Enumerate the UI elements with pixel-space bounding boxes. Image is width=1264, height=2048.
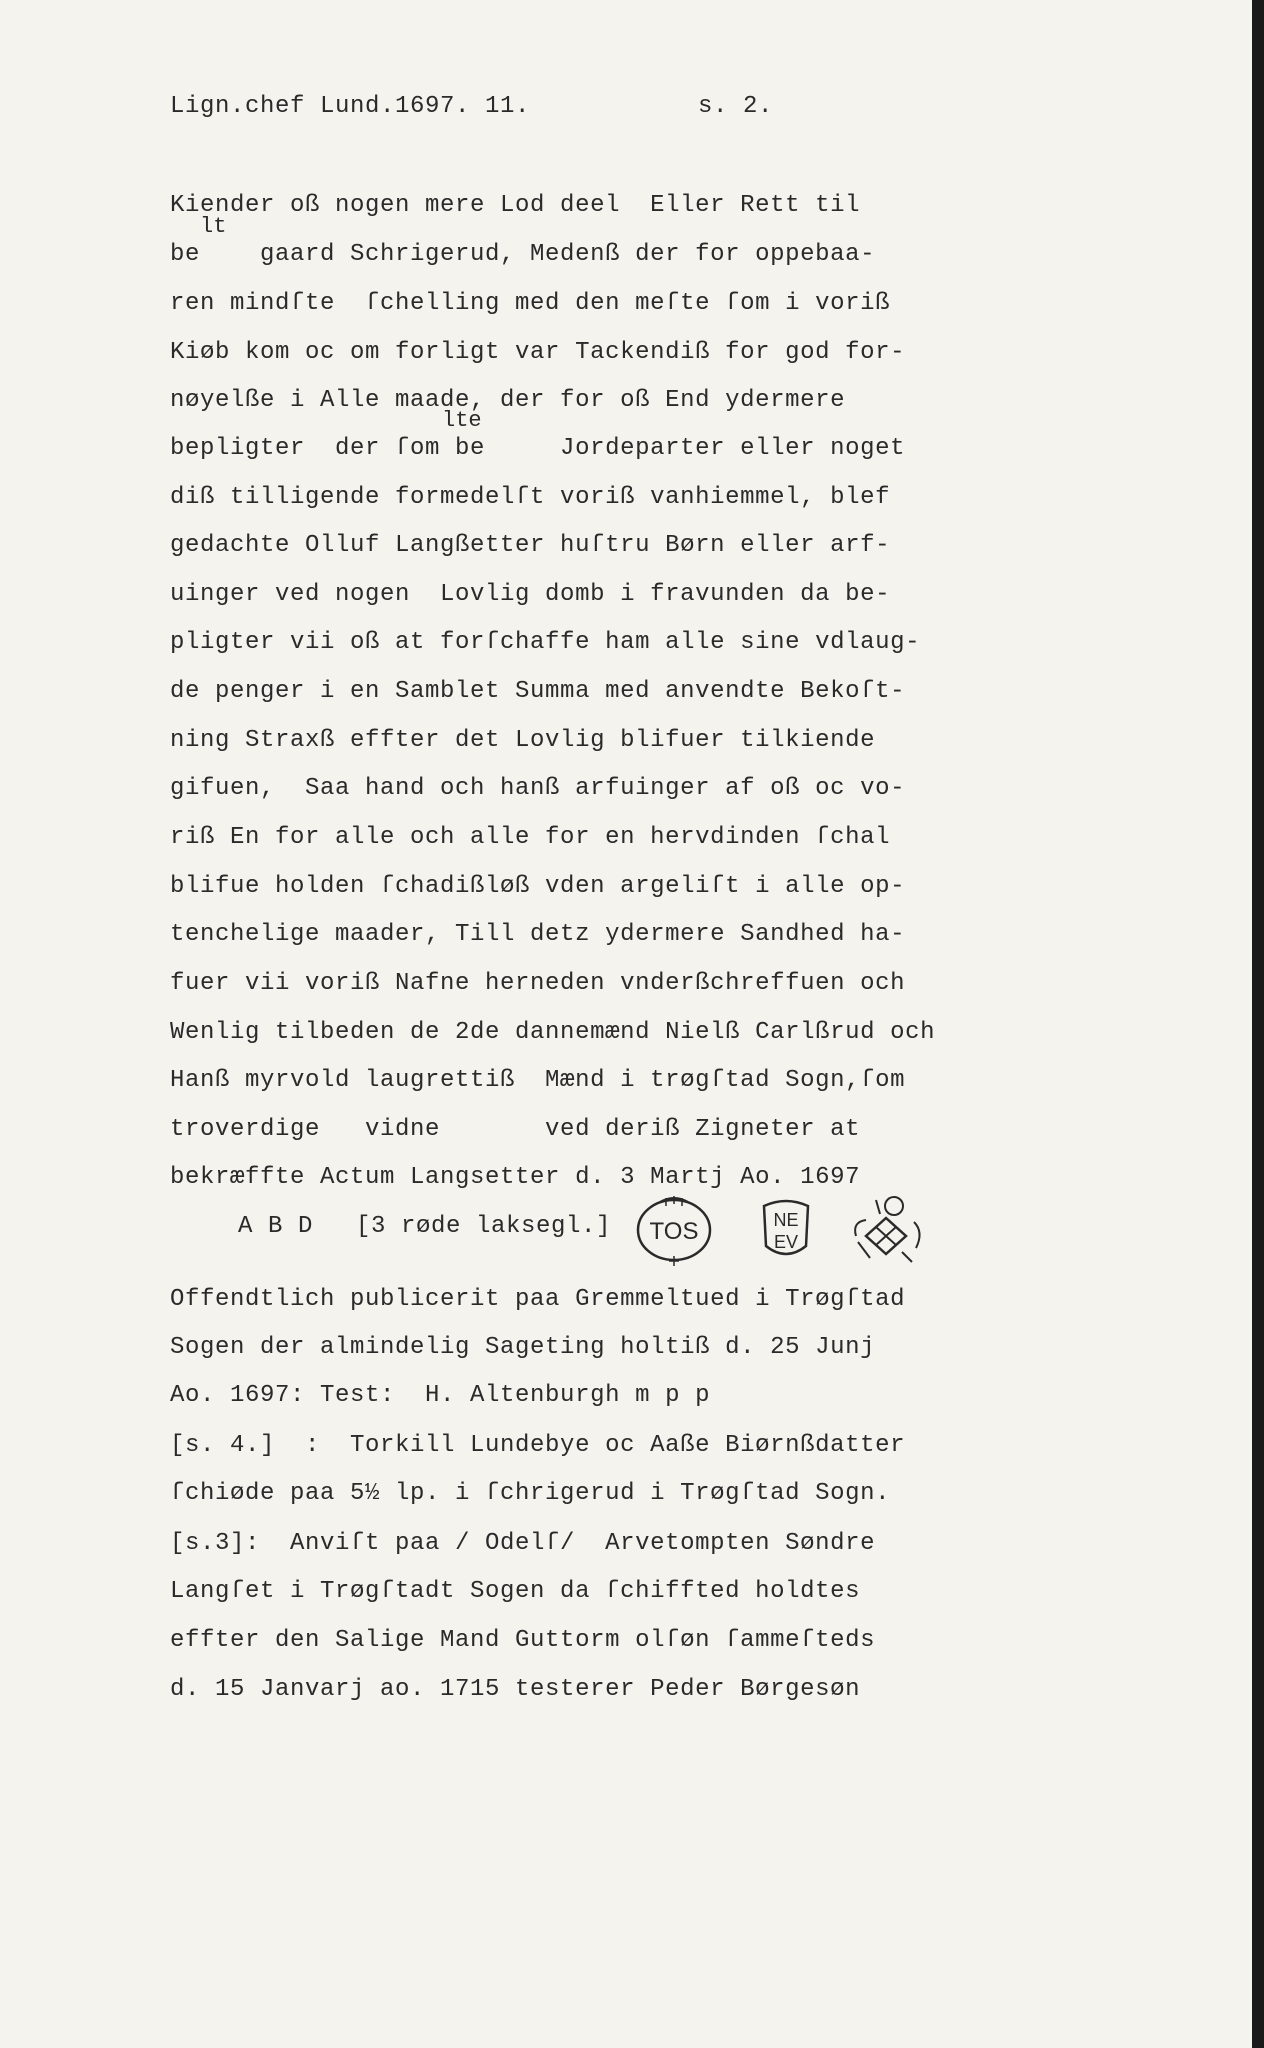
body-line-14: riß En for alle och alle for en hervdinden ſchal — [170, 824, 891, 851]
body-line-9: uinger ved nogen Lovlig domb i fravunden da be- — [170, 581, 891, 608]
wax-seals — [636, 1192, 936, 1272]
body-line-12: ning Straxß effter det Lovlig blifuer tilkiende — [170, 727, 876, 754]
footer-line-3: Ao. 1697: Test: H. Altenburgh m p p — [170, 1382, 711, 1409]
footer-line-9: d. 15 Janvarj ao. 1715 testerer Peder Børgesøn — [170, 1676, 861, 1703]
body-line-10: pligter vii oß at forſchaffe ham alle sine vdlaug- — [170, 629, 921, 656]
footer-line-4: [s. 4.] : Torkill Lundebye oc Aaße Biørnßdatter — [170, 1432, 906, 1459]
body-line-17: fuer vii voriß Nafne herneden vnderßchreffuen och — [170, 970, 906, 997]
body-line-1: Kiender oß nogen mere Lod deel Eller Rett til — [170, 192, 861, 219]
body-line-2: be gaard Schrigerud, Medenß der for oppebaa- — [170, 241, 876, 268]
body-line-6: bepligter der ſom be Jordeparter eller noget — [170, 435, 906, 462]
seal-initials: A B D — [238, 1213, 314, 1240]
body-line-5: nøyelße i Alle maade, der for oß End ydermere — [170, 387, 846, 414]
body-line-13: gifuen, Saa hand och hanß arfuinger af oß oc vo- — [170, 775, 906, 802]
body-line-15: blifue holden ſchadißløß vden argeliſt i alle op- — [170, 873, 906, 900]
seal-2-text-bottom: EV — [773, 1232, 799, 1252]
seal-2-text-top: NE — [773, 1210, 799, 1230]
body-line-18: Wenlig tilbeden de 2de dannemænd Nielß Carlßrud och — [170, 1019, 936, 1046]
footer-line-7: Langſet i Trøgſtadt Sogen da ſchiffted holdtes — [170, 1578, 861, 1605]
page-header-right: s. 2. — [698, 93, 774, 120]
seal-1-icon — [638, 1196, 710, 1266]
footer-line-1: Offendtlich publicerit paa Gremmeltued i Trøgſtad — [170, 1286, 906, 1313]
page-header-left: Lign.chef Lund.1697. 11. — [170, 93, 531, 120]
seal-3-icon — [855, 1197, 919, 1262]
body-line-7: diß tilligende formedelſt voriß vanhiemmel, blef — [170, 484, 891, 511]
insertion-line-2: lt — [200, 214, 227, 239]
seal-1-text: TOS — [649, 1218, 699, 1245]
footer-line-5: ſchiøde paa 5½ lp. i ſchrigerud i Trøgſtad Sogn. — [170, 1480, 891, 1507]
body-line-4: Kiøb kom oc om forligt var Tackendiß for god for- — [170, 339, 906, 366]
body-line-19: Hanß myrvold laugrettiß Mænd i trøgſtad Sogn,ſom — [170, 1067, 906, 1094]
insertion-line-6: lte — [442, 408, 482, 433]
body-line-16: tenchelige maader, Till detz ydermere Sandhed ha- — [170, 921, 906, 948]
footer-line-2: Sogen der almindelig Sageting holtiß d. 25 Junj — [170, 1334, 876, 1361]
seal-2-icon — [764, 1201, 808, 1254]
footer-line-8: effter den Salige Mand Guttorm olſøn ſammeſteds — [170, 1627, 876, 1654]
body-line-3: ren mindſte ſchelling med den meſte ſom i voriß — [170, 290, 891, 317]
body-line-8: gedachte Olluf Langßetter huſtru Børn eller arf- — [170, 532, 891, 559]
scan-edge — [1252, 0, 1264, 2048]
footer-line-6: [s.3]: Anviſt paa / Odelſ/ Arvetompten Søndre — [170, 1530, 876, 1557]
body-line-21: bekræffte Actum Langsetter d. 3 Martj Ao. 1697 — [170, 1164, 861, 1191]
seal-note: [3 røde laksegl.] — [356, 1213, 612, 1240]
body-line-20: troverdige vidne ved deriß Zigneter at — [170, 1116, 861, 1143]
body-line-11: de penger i en Samblet Summa med anvendte Bekoſt- — [170, 678, 906, 705]
